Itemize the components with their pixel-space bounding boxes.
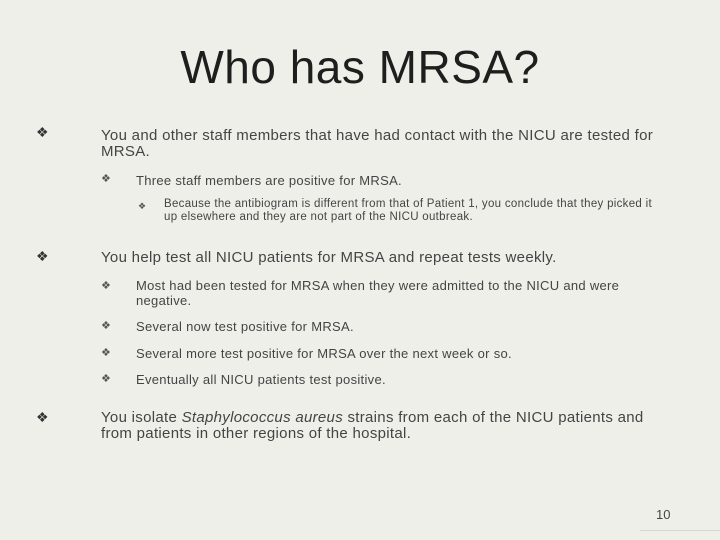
bullet-text: Most had been tested for MRSA when they were admitted to the NICU and were negative.	[136, 278, 620, 308]
bullet-text-part: You isolate	[101, 409, 182, 426]
bullet-text: You and other staff members that have had contact with the NICU are tested for MRSA.	[101, 127, 654, 160]
bullet-text-part: strains from each of the NICU patients and from patients in other regions of the hospital.	[101, 409, 644, 442]
bullet-icon: ❖	[36, 248, 49, 264]
bullet-text: Several more test positive for MRSA over the next week or so.	[136, 346, 512, 361]
organism-name: Staphylococcus aureus	[181, 409, 343, 426]
bullet-text: Because the antibiogram is different from that of Patient 1, you conclude that they picked it up elsewhere and they are not part of the NICU outbreak.	[164, 198, 652, 223]
bullet-text	[101, 410, 661, 442]
page-number: 10	[656, 507, 671, 522]
slide-title: Who has MRSA?	[180, 41, 540, 93]
bullet-icon: ❖	[138, 201, 147, 211]
bullet-icon: ❖	[101, 173, 111, 185]
bullet-icon: ❖	[36, 124, 49, 140]
bullet-text: You help test all NICU patients for MRSA and repeat tests weekly.	[101, 249, 557, 266]
bullet-text: Eventually all NICU patients test positive.	[136, 372, 386, 387]
bullet-icon: ❖	[101, 347, 111, 359]
footer-divider	[640, 530, 720, 531]
bullet-text: Three staff members are positive for MRSA.	[136, 173, 402, 188]
bullet-icon: ❖	[36, 409, 49, 425]
bullet-text: Several now test positive for MRSA.	[136, 319, 354, 334]
bullet-icon: ❖	[101, 373, 111, 385]
bullet-icon: ❖	[101, 320, 111, 332]
bullet-icon: ❖	[101, 280, 111, 292]
